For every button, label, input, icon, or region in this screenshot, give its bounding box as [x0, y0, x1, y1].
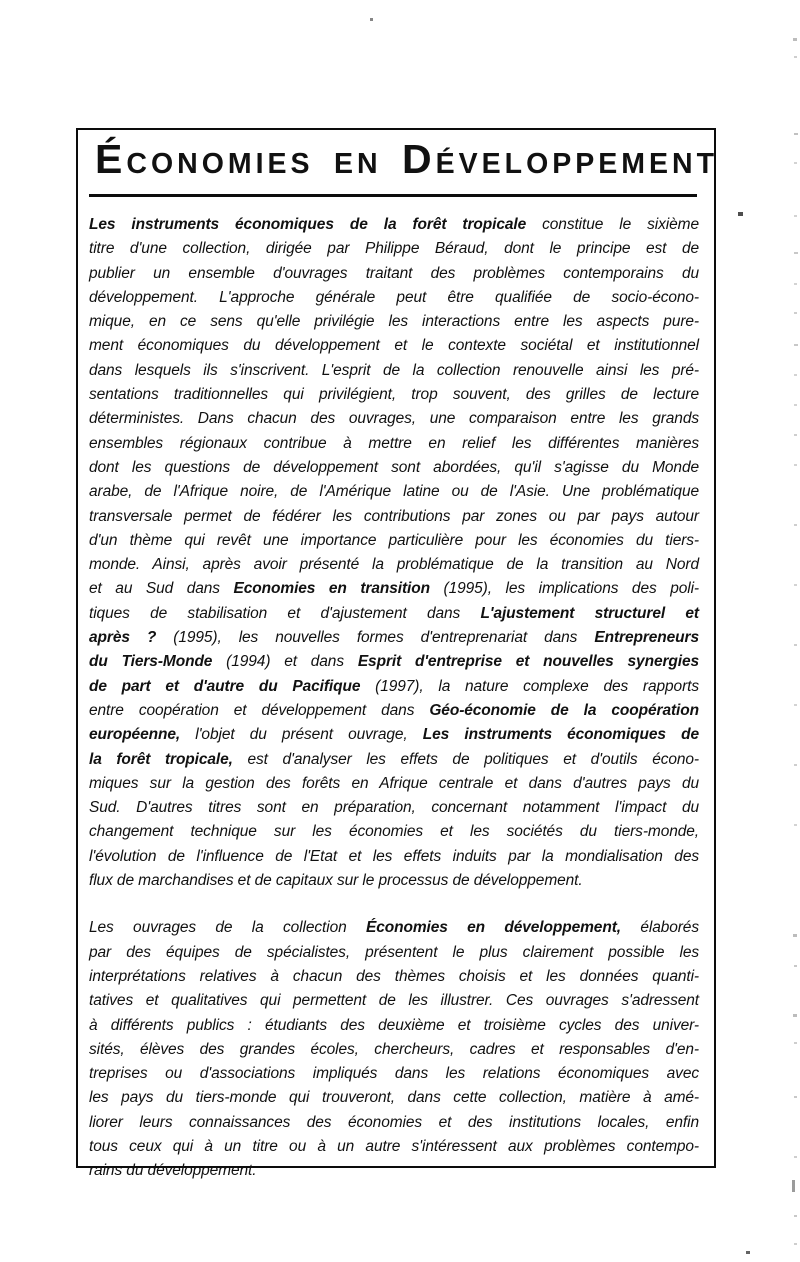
scan-speck	[738, 212, 743, 216]
scan-speck	[794, 1096, 797, 1098]
text-line: changement technique sur les économies et les sociétés du tiers-monde,	[89, 823, 699, 841]
scan-speck	[794, 965, 797, 967]
scan-speck	[794, 704, 797, 706]
text-line: du Tiers-Monde (1994) et dans Esprit d'entreprise et nouvelles synergies	[89, 653, 700, 671]
scan-speck	[794, 133, 798, 135]
text-line: rains du développement.	[89, 1162, 257, 1180]
scan-speck	[794, 1156, 797, 1158]
text-line: Sud. D'autres titres sont en préparation, concernant notamment l'impact du	[89, 799, 699, 817]
body-text	[89, 213, 699, 1184]
scan-speck	[794, 215, 797, 217]
text-line: tous ceux qui à un titre ou à un autre s'intéressent aux problèmes contempo-	[89, 1137, 699, 1155]
text-line: Les instruments économiques de la forêt tropicale constitue le sixième	[89, 216, 699, 233]
scan-speck	[794, 162, 797, 164]
text-line: dans lesquels ils s'inscrivent. L'esprit de la collection renouvelle ainsi les pré-	[89, 361, 699, 379]
scan-speck	[370, 18, 373, 21]
text-line: par des équipes de spécialistes, présentent le plus clairement possible les	[89, 943, 699, 961]
text-line: développement. L'approche générale peut être qualifiée de socio-écono-	[89, 288, 699, 306]
text-line: titre d'une collection, dirigée par Philippe Béraud, dont le principe est de	[89, 240, 699, 258]
text-line: Les ouvrages de la collection Économies en développement, élaborés	[89, 919, 699, 937]
scan-speck	[794, 1215, 797, 1217]
text-line: et au Sud dans Economies en transition (1995), les implications des poli-	[89, 580, 699, 598]
scan-speck	[792, 1180, 795, 1192]
text-line: déterministes. Dans chacun des ouvrages, une comparaison entre les grands	[89, 410, 699, 428]
paragraph-1	[89, 213, 699, 893]
scan-speck	[794, 56, 797, 58]
text-line: européenne, l'objet du présent ouvrage, Les instruments économiques de	[89, 726, 699, 744]
scan-speck	[794, 434, 797, 436]
title-word2-rest: ÉVELOPPEMENT	[435, 148, 719, 180]
collection-title	[89, 136, 719, 197]
scan-speck	[794, 344, 798, 346]
scan-speck	[794, 283, 797, 285]
text-line: arabe, de l'Afrique noire, de l'Amérique latine ou de l'Asie. Une problématique	[89, 483, 699, 501]
text-line: transversale permet de fédérer les contributions par zones ou par pays autour	[89, 507, 699, 525]
text-line: les pays du tiers-monde qui trouveront, dans cette collection, matière à amé-	[89, 1089, 699, 1107]
scan-speck	[794, 1243, 797, 1245]
scan-speck	[794, 252, 798, 254]
scan-speck	[794, 524, 797, 526]
text-line: treprises ou d'associations impliqués dans les relations économiques avec	[89, 1065, 699, 1083]
scan-speck	[794, 584, 797, 586]
scan-speck	[794, 764, 797, 766]
scan-speck	[794, 464, 797, 466]
scan-speck	[794, 404, 797, 406]
text-line: sités, élèves des grandes écoles, chercheurs, cadres et responsables d'en-	[89, 1040, 699, 1058]
title-initial-d: D	[402, 136, 436, 182]
text-line: ment économiques du développement et le contexte sociétal et institutionnel	[89, 337, 699, 355]
text-line: ensembles régionaux contribue à mettre en relief les différentes manières	[89, 434, 699, 452]
text-line: d'un thème qui revêt une importance particulière pour les économies du tiers-	[89, 531, 699, 549]
scan-speck	[794, 644, 797, 646]
scan-speck	[793, 934, 797, 937]
title-connector: EN	[334, 148, 382, 180]
bordered-text-box	[76, 128, 719, 1180]
text-line: mique, en ce sens qu'elle privilégie les interactions entre les aspects pure-	[89, 313, 699, 331]
scan-speck	[794, 312, 797, 314]
text-line: publier un ensemble d'ouvrages traitant des problèmes contemporains du	[89, 264, 699, 282]
text-line: de part et d'autre du Pacifique (1997), la nature complexe des rapports	[89, 677, 699, 695]
text-line: après ? (1995), les nouvelles formes d'entreprenariat dans Entrepreneurs	[89, 629, 699, 647]
scan-speck	[793, 38, 797, 41]
scan-speck	[793, 1014, 797, 1017]
text-line: tiques de stabilisation et d'ajustement dans L'ajustement structurel et	[89, 604, 699, 622]
text-line: liorer leurs connaissances des économies et des institutions locales, enfin	[89, 1113, 699, 1131]
text-line: entre coopération et développement dans Géo-économie de la coopération	[89, 701, 700, 719]
text-line: sentations traditionnelles qui privilégient, trop souvent, des grilles de lecture	[89, 386, 699, 404]
scan-speck	[794, 1042, 797, 1044]
text-line: tatives et qualitatives qui permettent de les illustrer. Ces ouvrages s'adressent	[89, 992, 699, 1010]
scan-speck	[794, 824, 797, 826]
title-word1-rest: CONOMIES	[126, 148, 314, 180]
text-line: interprétations relatives à chacun des thèmes choisis et les données quanti-	[89, 967, 699, 985]
text-line: l'évolution de l'influence de l'Etat et les effets induits par la mondialisation des	[89, 847, 699, 865]
text-line: monde. Ainsi, après avoir présenté la problématique de la transition au Nord	[89, 556, 699, 574]
text-line: miques sur la gestion des forêts en Afrique centrale et dans d'autres pays du	[89, 774, 699, 792]
text-line: dont les questions de développement sont abordées, qu'il s'agisse du Monde	[89, 458, 699, 476]
text-line: à différents publics : étudiants des deuxième et troisième cycles des univer-	[89, 1016, 699, 1034]
text-line: flux de marchandises et de capitaux sur le processus de développement.	[89, 872, 583, 890]
scan-speck	[746, 1251, 750, 1254]
scan-speck	[794, 374, 797, 376]
title-initial-e: É	[95, 136, 127, 182]
text-line: la forêt tropicale, est d'analyser les effets de politiques et d'outils écono-	[89, 750, 699, 768]
paragraph-2	[89, 916, 699, 1183]
